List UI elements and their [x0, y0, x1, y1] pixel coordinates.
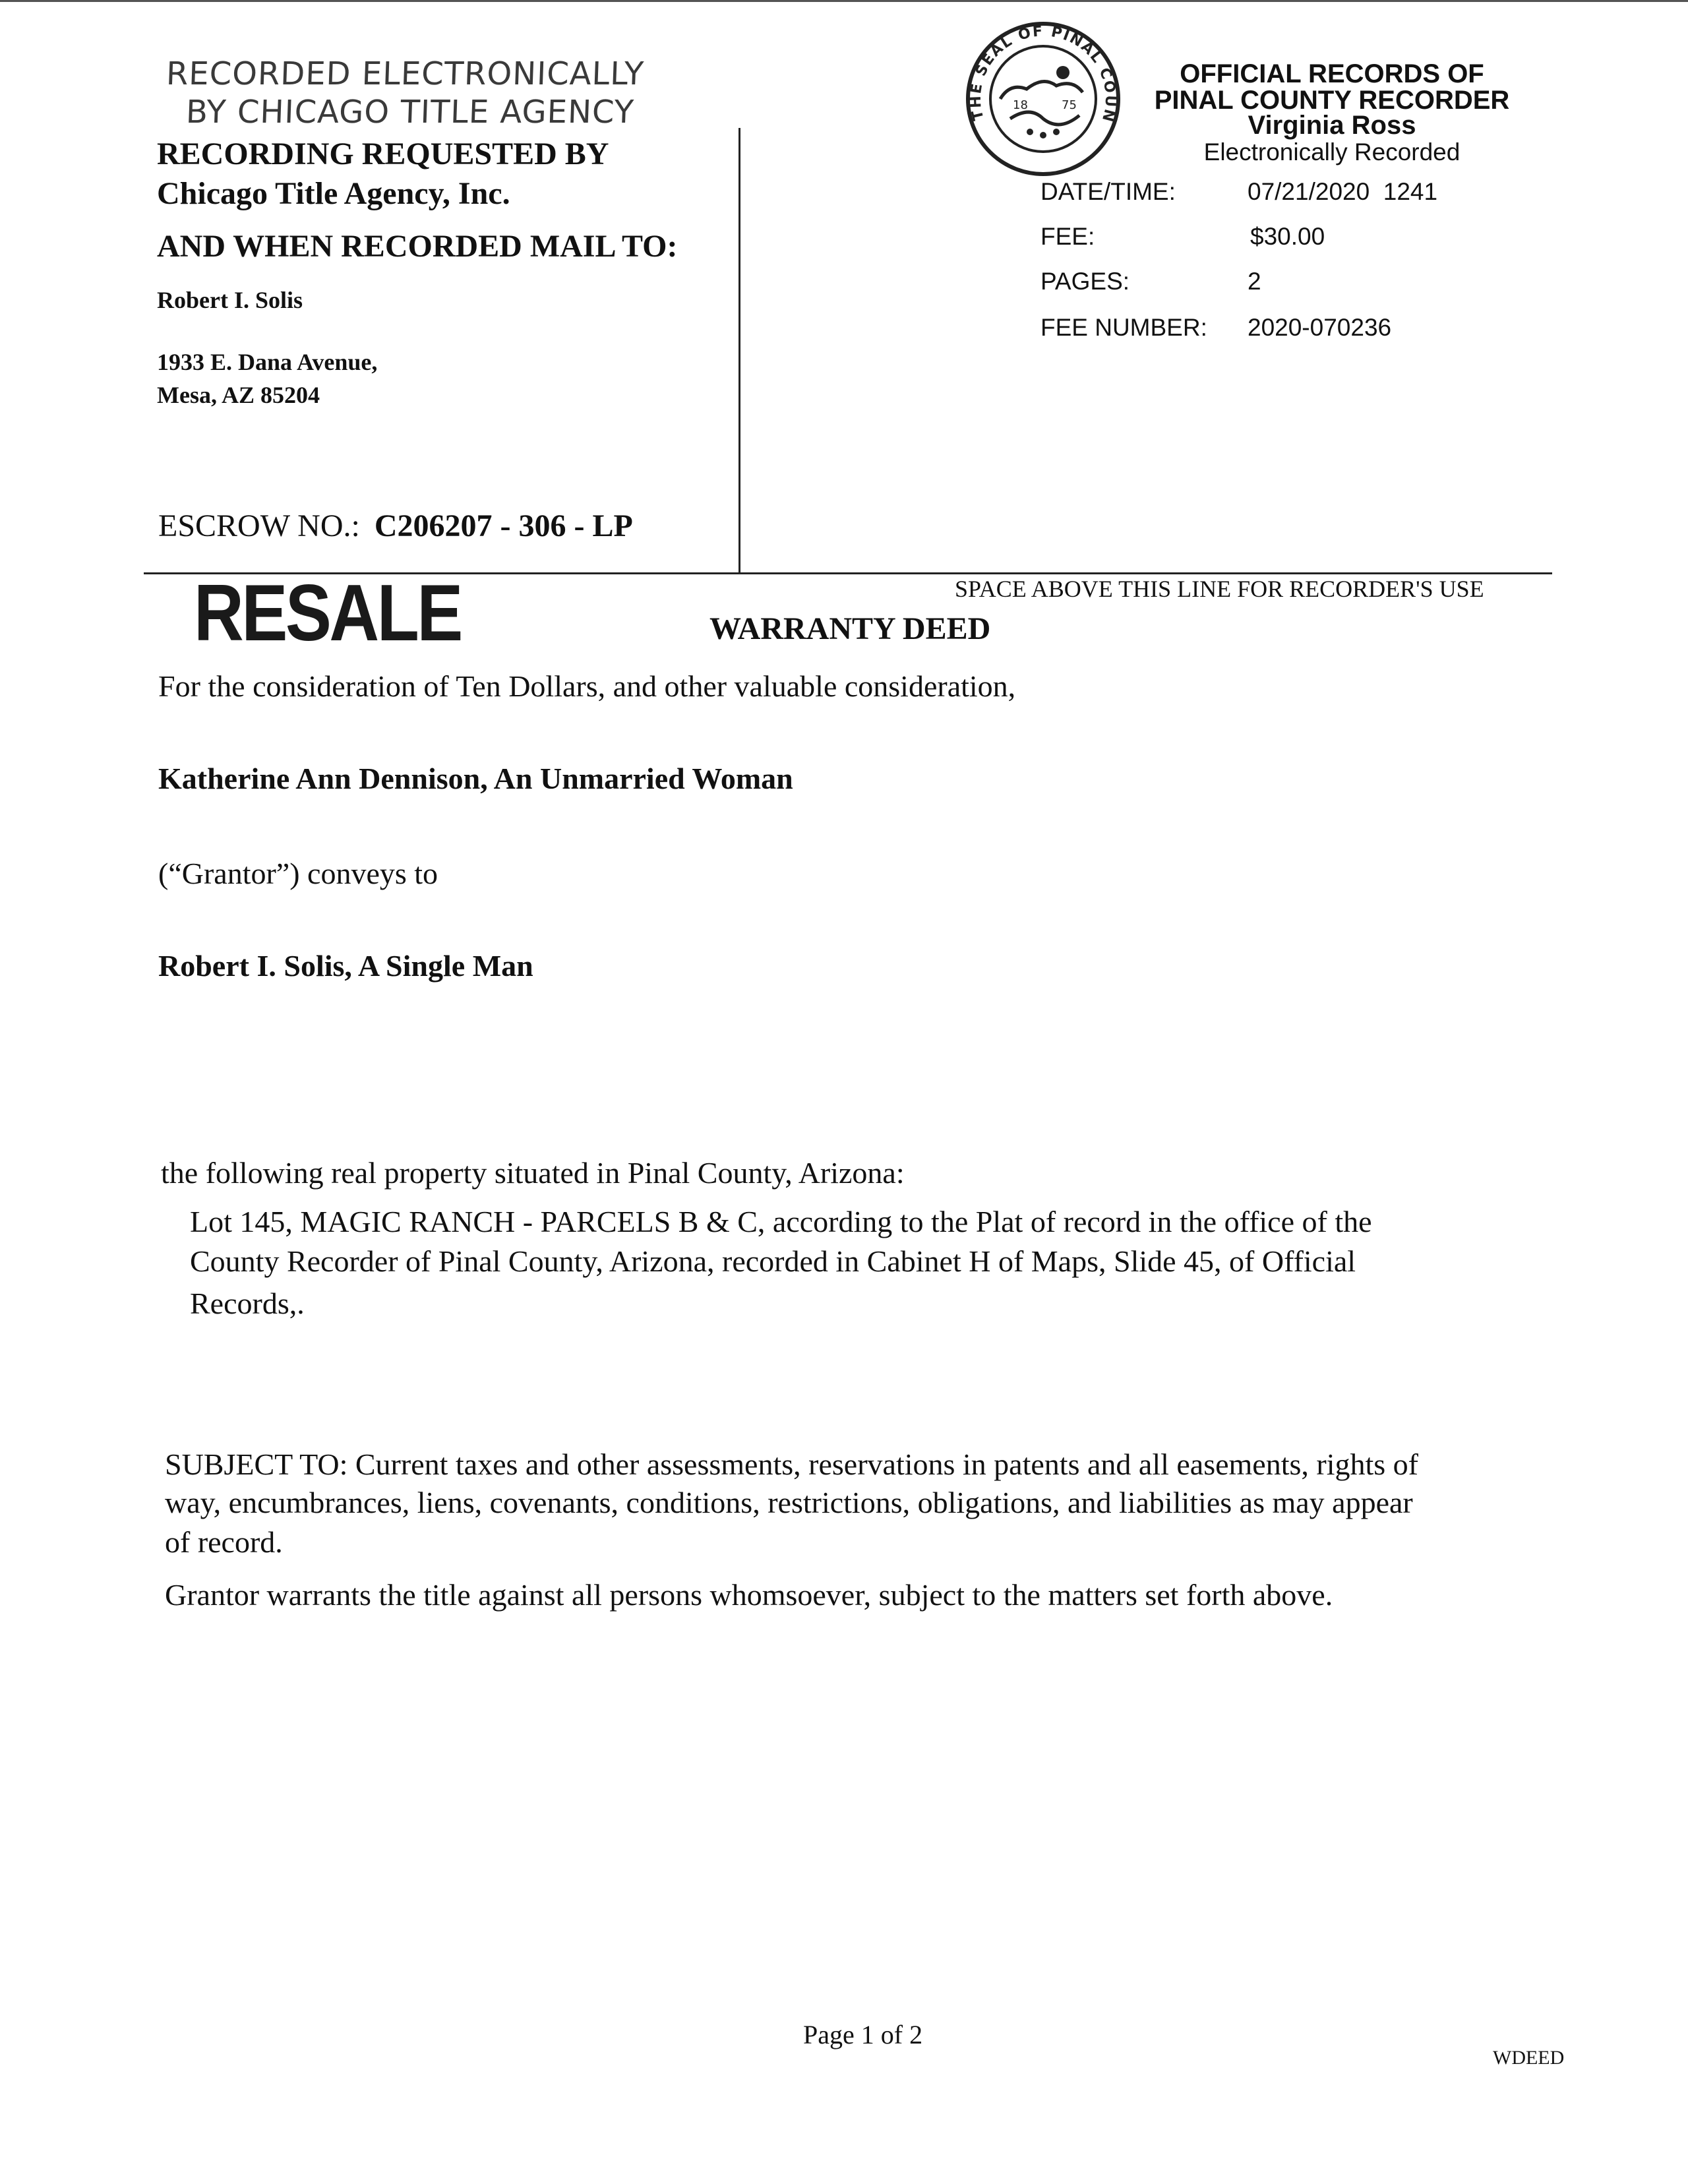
page-number: Page 1 of 2: [803, 2020, 923, 2049]
recorder-field-value: $30.00: [1250, 223, 1325, 250]
header-vertical-divider: [738, 128, 740, 574]
mail-to-address-line1: 1933 E. Dana Avenue,: [157, 349, 378, 375]
mail-to-name: Robert I. Solis: [157, 287, 303, 313]
recorder-field-value: 07/21/2020 1241: [1248, 178, 1438, 205]
escrow-label: ESCROW NO.:: [158, 508, 360, 543]
recorded-electronically-stamp-line2: BY CHICAGO TITLE AGENCY: [185, 94, 635, 131]
conveys-text: (“Grantor”) conveys to: [158, 857, 438, 890]
recorder-field-value: 2020-070236: [1248, 314, 1392, 341]
seal-year-left: 18: [1013, 98, 1028, 112]
escrow-number-row: [158, 508, 633, 544]
subject-to-line2: way, encumbrances, liens, covenants, conditions, restrictions, obligations, and liabilities as may appear: [165, 1486, 1413, 1519]
mail-to-label: AND WHEN RECORDED MAIL TO:: [157, 229, 678, 264]
property-intro: the following real property situated in Pinal County, Arizona:: [161, 1156, 905, 1190]
subject-to-line1: SUBJECT TO: Current taxes and other assessments, reservations in patents and all easements, rights of: [165, 1447, 1419, 1481]
seal-ring-text: THE SEAL OF PINAL COUN: [967, 23, 1119, 125]
recorder-field-label: FEE:: [1040, 223, 1095, 250]
recorder-use-note: SPACE ABOVE THIS LINE FOR RECORDER'S USE: [955, 576, 1484, 602]
recorder-field-label: FEE NUMBER:: [1040, 314, 1207, 341]
resale-stamp: RESALE: [194, 568, 461, 657]
legal-description-line3: Records,.: [190, 1287, 305, 1320]
recorder-title-line1: OFFICIAL RECORDS OF: [1180, 59, 1484, 88]
recorded-electronically-stamp-line1: RECORDED ELECTRONICALLY: [166, 55, 646, 92]
requested-by-name: Chicago Title Agency, Inc.: [157, 176, 510, 211]
document-title: WARRANTY DEED: [709, 611, 991, 646]
county-seal: [964, 20, 1122, 178]
top-scan-edge: [0, 0, 1688, 2]
recorder-name: Virginia Ross: [1248, 111, 1416, 140]
escrow-number: C206207 - 306 - LP: [374, 508, 633, 543]
county-seal-icon: [964, 20, 1122, 178]
recorder-field-label: DATE/TIME:: [1040, 178, 1176, 205]
mail-to-address-line2: Mesa, AZ 85204: [157, 382, 320, 408]
subject-to-line3: of record.: [165, 1525, 283, 1559]
recording-requested-by-label: RECORDING REQUESTED BY: [157, 136, 609, 171]
recorder-title-line2: PINAL COUNTY RECORDER: [1154, 86, 1510, 115]
electronically-recorded: Electronically Recorded: [1203, 138, 1461, 166]
seal-year-right: 75: [1062, 98, 1077, 112]
legal-description-line1: Lot 145, MAGIC RANCH - PARCELS B & C, according to the Plat of record in the office of the: [190, 1205, 1372, 1238]
grantor-name: Katherine Ann Dennison, An Unmarried Woman: [158, 762, 793, 795]
recorder-field-value: 2: [1248, 268, 1261, 295]
form-code: WDEED: [1493, 2047, 1565, 2069]
warranty-clause: Grantor warrants the title against all persons whomsoever, subject to the matters set forth above.: [165, 1578, 1333, 1612]
consideration-text: For the consideration of Ten Dollars, and other valuable consideration,: [158, 669, 1016, 703]
legal-description-line2: County Recorder of Pinal County, Arizona, recorded in Cabinet H of Maps, Slide 45, of Official: [190, 1244, 1356, 1278]
grantee-name: Robert I. Solis, A Single Man: [158, 949, 533, 983]
recorder-field-label: PAGES:: [1040, 268, 1130, 295]
